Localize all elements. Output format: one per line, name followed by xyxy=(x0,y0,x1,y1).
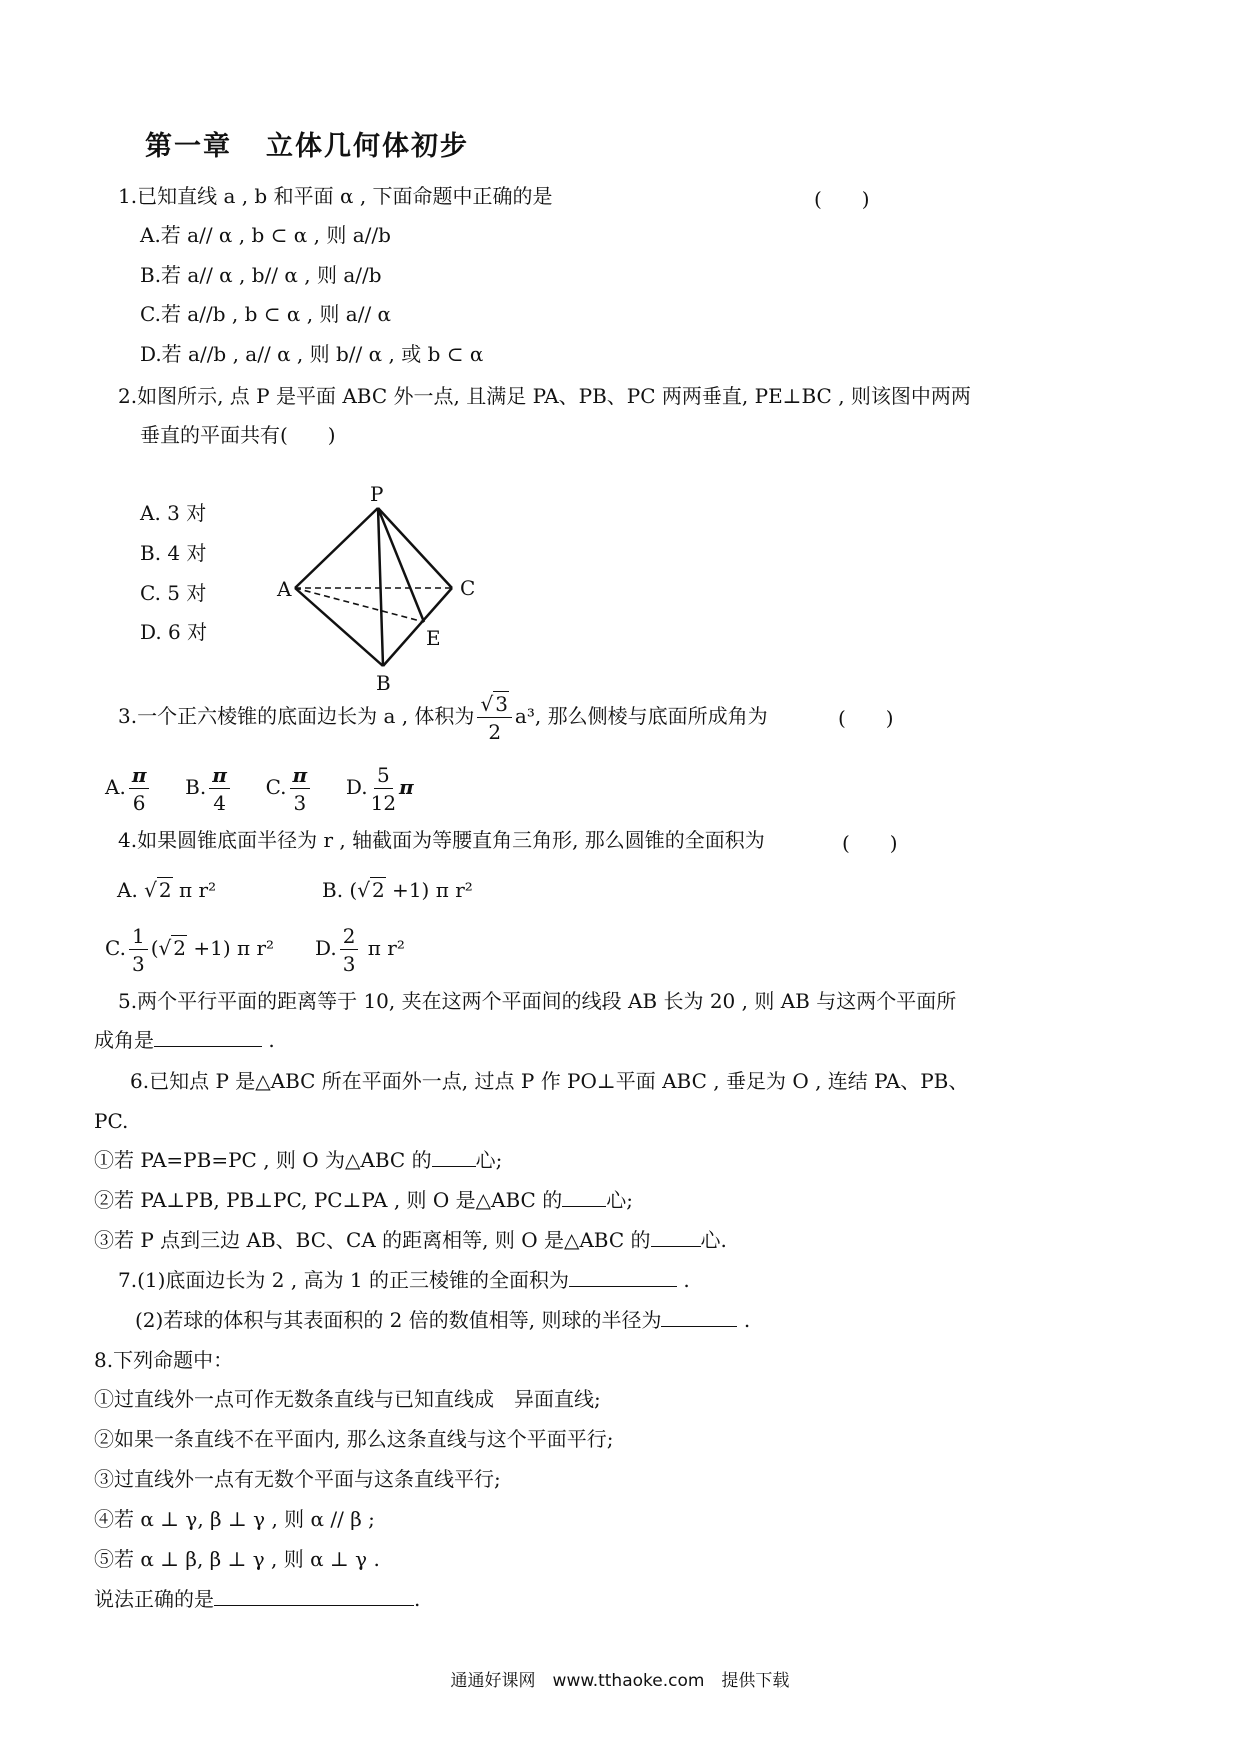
label-c: C xyxy=(460,576,476,600)
q3-option-c: C. $\frac{\pi}{3}$ xyxy=(266,775,314,799)
q8-statement-4: ④若 α ⊥ γ, β ⊥ γ , 则 α // β ; xyxy=(94,1507,375,1531)
footer-credit: 通通好课网 www.tthaoke.com 提供下载 xyxy=(450,1671,790,1691)
q4-answer-paren: ( ) xyxy=(842,831,898,855)
q8-stem: 8.下列命题中： xyxy=(94,1348,234,1372)
label-p: P xyxy=(370,482,384,506)
label-a: A xyxy=(277,577,292,601)
q2-option-d: D. 6 对 xyxy=(140,620,208,644)
q5-line2: 成角是 . xyxy=(94,1028,275,1052)
chapter-name: 立体几何体初步 xyxy=(266,131,469,162)
q7-part2: (2)若球的体积与其表面积的 2 倍的数值相等, 则球的半径为 . xyxy=(135,1308,751,1332)
q6-line2: PC. xyxy=(94,1109,129,1133)
q3-option-b: B. $\frac{\pi}{4}$ xyxy=(185,775,233,799)
q5-line1: 5.两个平行平面的距离等于 10, 夹在这两个平面间的线段 AB 长为 20 , 则 AB 与这两个平面所 xyxy=(118,989,957,1013)
q3-volume-den: 2 xyxy=(488,719,502,744)
q3-stem xyxy=(118,686,768,746)
q6-line1: 6.已知点 P 是△ABC 所在平面外一点, 过点 P 作 PO⊥平面 ABC , 垂足为 O , 连结 PA、PB、 xyxy=(130,1069,969,1093)
q7-blank-2[interactable] xyxy=(661,1308,737,1327)
q2-option-c: C. 5 对 xyxy=(140,581,207,605)
q1-stem: 1.已知直线 a , b 和平面 α , 下面命题中正确的是 xyxy=(118,184,553,208)
q1-option-b: B.若 a// α , b// α , 则 a//b xyxy=(140,263,382,287)
q3-stem-post: a³, 那么侧棱与底面所成角为 xyxy=(514,704,768,728)
q3-options xyxy=(105,757,414,817)
edge-pa xyxy=(295,508,378,588)
q4-stem: 4.如果圆锥底面半径为 r , 轴截面为等腰直角三角形, 那么圆锥的全面积为 xyxy=(118,828,765,852)
chapter-number: 第一章 xyxy=(145,131,232,162)
q2-stem-line1: 2.如图所示, 点 P 是平面 ABC 外一点, 且满足 PA、PB、PC 两两垂直, PE⊥BC , 则该图中两两 xyxy=(118,384,971,408)
edge-bc xyxy=(383,588,452,666)
q4-option-c: C. $\frac{1}{3}$ (√ 2 +1) π r² xyxy=(105,923,275,976)
label-e: E xyxy=(426,626,441,650)
edge-pb xyxy=(378,508,383,666)
q7-blank-1[interactable] xyxy=(569,1268,677,1287)
q1-answer-paren: ( ) xyxy=(814,187,870,211)
q8-answer: 说法正确的是 . xyxy=(94,1587,421,1611)
q6-blank-1[interactable] xyxy=(432,1148,476,1167)
q1-option-c: C.若 a//b , b ⊂ α , 则 a// α xyxy=(140,302,392,326)
edge-pc xyxy=(378,508,452,588)
q2-option-a: A. 3 对 xyxy=(140,501,207,525)
q3-option-d: D. $\frac{5}{12}$ π xyxy=(345,762,414,815)
label-b: B xyxy=(376,671,391,695)
q3-volume-num: 3 xyxy=(495,691,508,716)
q6-statement-3: ③若 P 点到三边 AB、BC、CA 的距离相等, 则 O 是△ABC 的 心. xyxy=(94,1228,727,1252)
q8-statement-5: ⑤若 α ⊥ β, β ⊥ γ , 则 α ⊥ γ . xyxy=(94,1547,380,1571)
q1-option-d: D.若 a//b , a// α , 则 b// α , 或 b ⊂ α xyxy=(140,342,484,366)
q6-statement-2: ②若 PA⊥PB, PB⊥PC, PC⊥PA , 则 O 是△ABC 的 心; xyxy=(94,1188,633,1212)
chapter-title xyxy=(145,124,469,163)
q8-statement-3: ③过直线外一点有无数个平面与这条直线平行; xyxy=(94,1467,501,1491)
q6-statement-1: ①若 PA=PB=PC , 则 O 为△ABC 的 心; xyxy=(94,1148,503,1172)
q8-statement-1: ①过直线外一点可作无数条直线与已知直线成 异面直线; xyxy=(94,1387,601,1411)
q3-option-a: A. $\frac{\pi}{6}$ xyxy=(105,775,152,799)
q1-option-a: A.若 a// α , b ⊂ α , 则 a//b xyxy=(140,223,391,247)
q4-option-d: D. $\frac{2}{3}$ π r² xyxy=(315,923,405,976)
q4-option-a: A. √ 2 π r² xyxy=(117,878,217,902)
pyramid-figure xyxy=(270,478,490,698)
q3-answer-paren: ( ) xyxy=(838,706,894,730)
q5-answer-blank[interactable] xyxy=(154,1028,262,1047)
q6-blank-2[interactable] xyxy=(562,1188,606,1207)
q3-volume-fraction: $\frac{√ 3}{2}$ xyxy=(477,694,511,742)
q2-stem-line2: 垂直的平面共有( ) xyxy=(140,423,336,447)
q6-blank-3[interactable] xyxy=(651,1228,701,1247)
q7-part1: 7.(1)底面边长为 2 , 高为 1 的正三棱锥的全面积为 . xyxy=(118,1268,690,1292)
q8-statement-2: ②如果一条直线不在平面内, 那么这条直线与这个平面平行; xyxy=(94,1427,614,1451)
q2-option-b: B. 4 对 xyxy=(140,541,207,565)
edge-pe xyxy=(378,508,424,622)
q8-answer-blank[interactable] xyxy=(214,1587,414,1606)
q3-stem-pre: 3.一个正六棱锥的底面边长为 a , 体积为 xyxy=(118,704,475,728)
q4-option-b: B. (√ 2 +1) π r² xyxy=(322,878,473,902)
